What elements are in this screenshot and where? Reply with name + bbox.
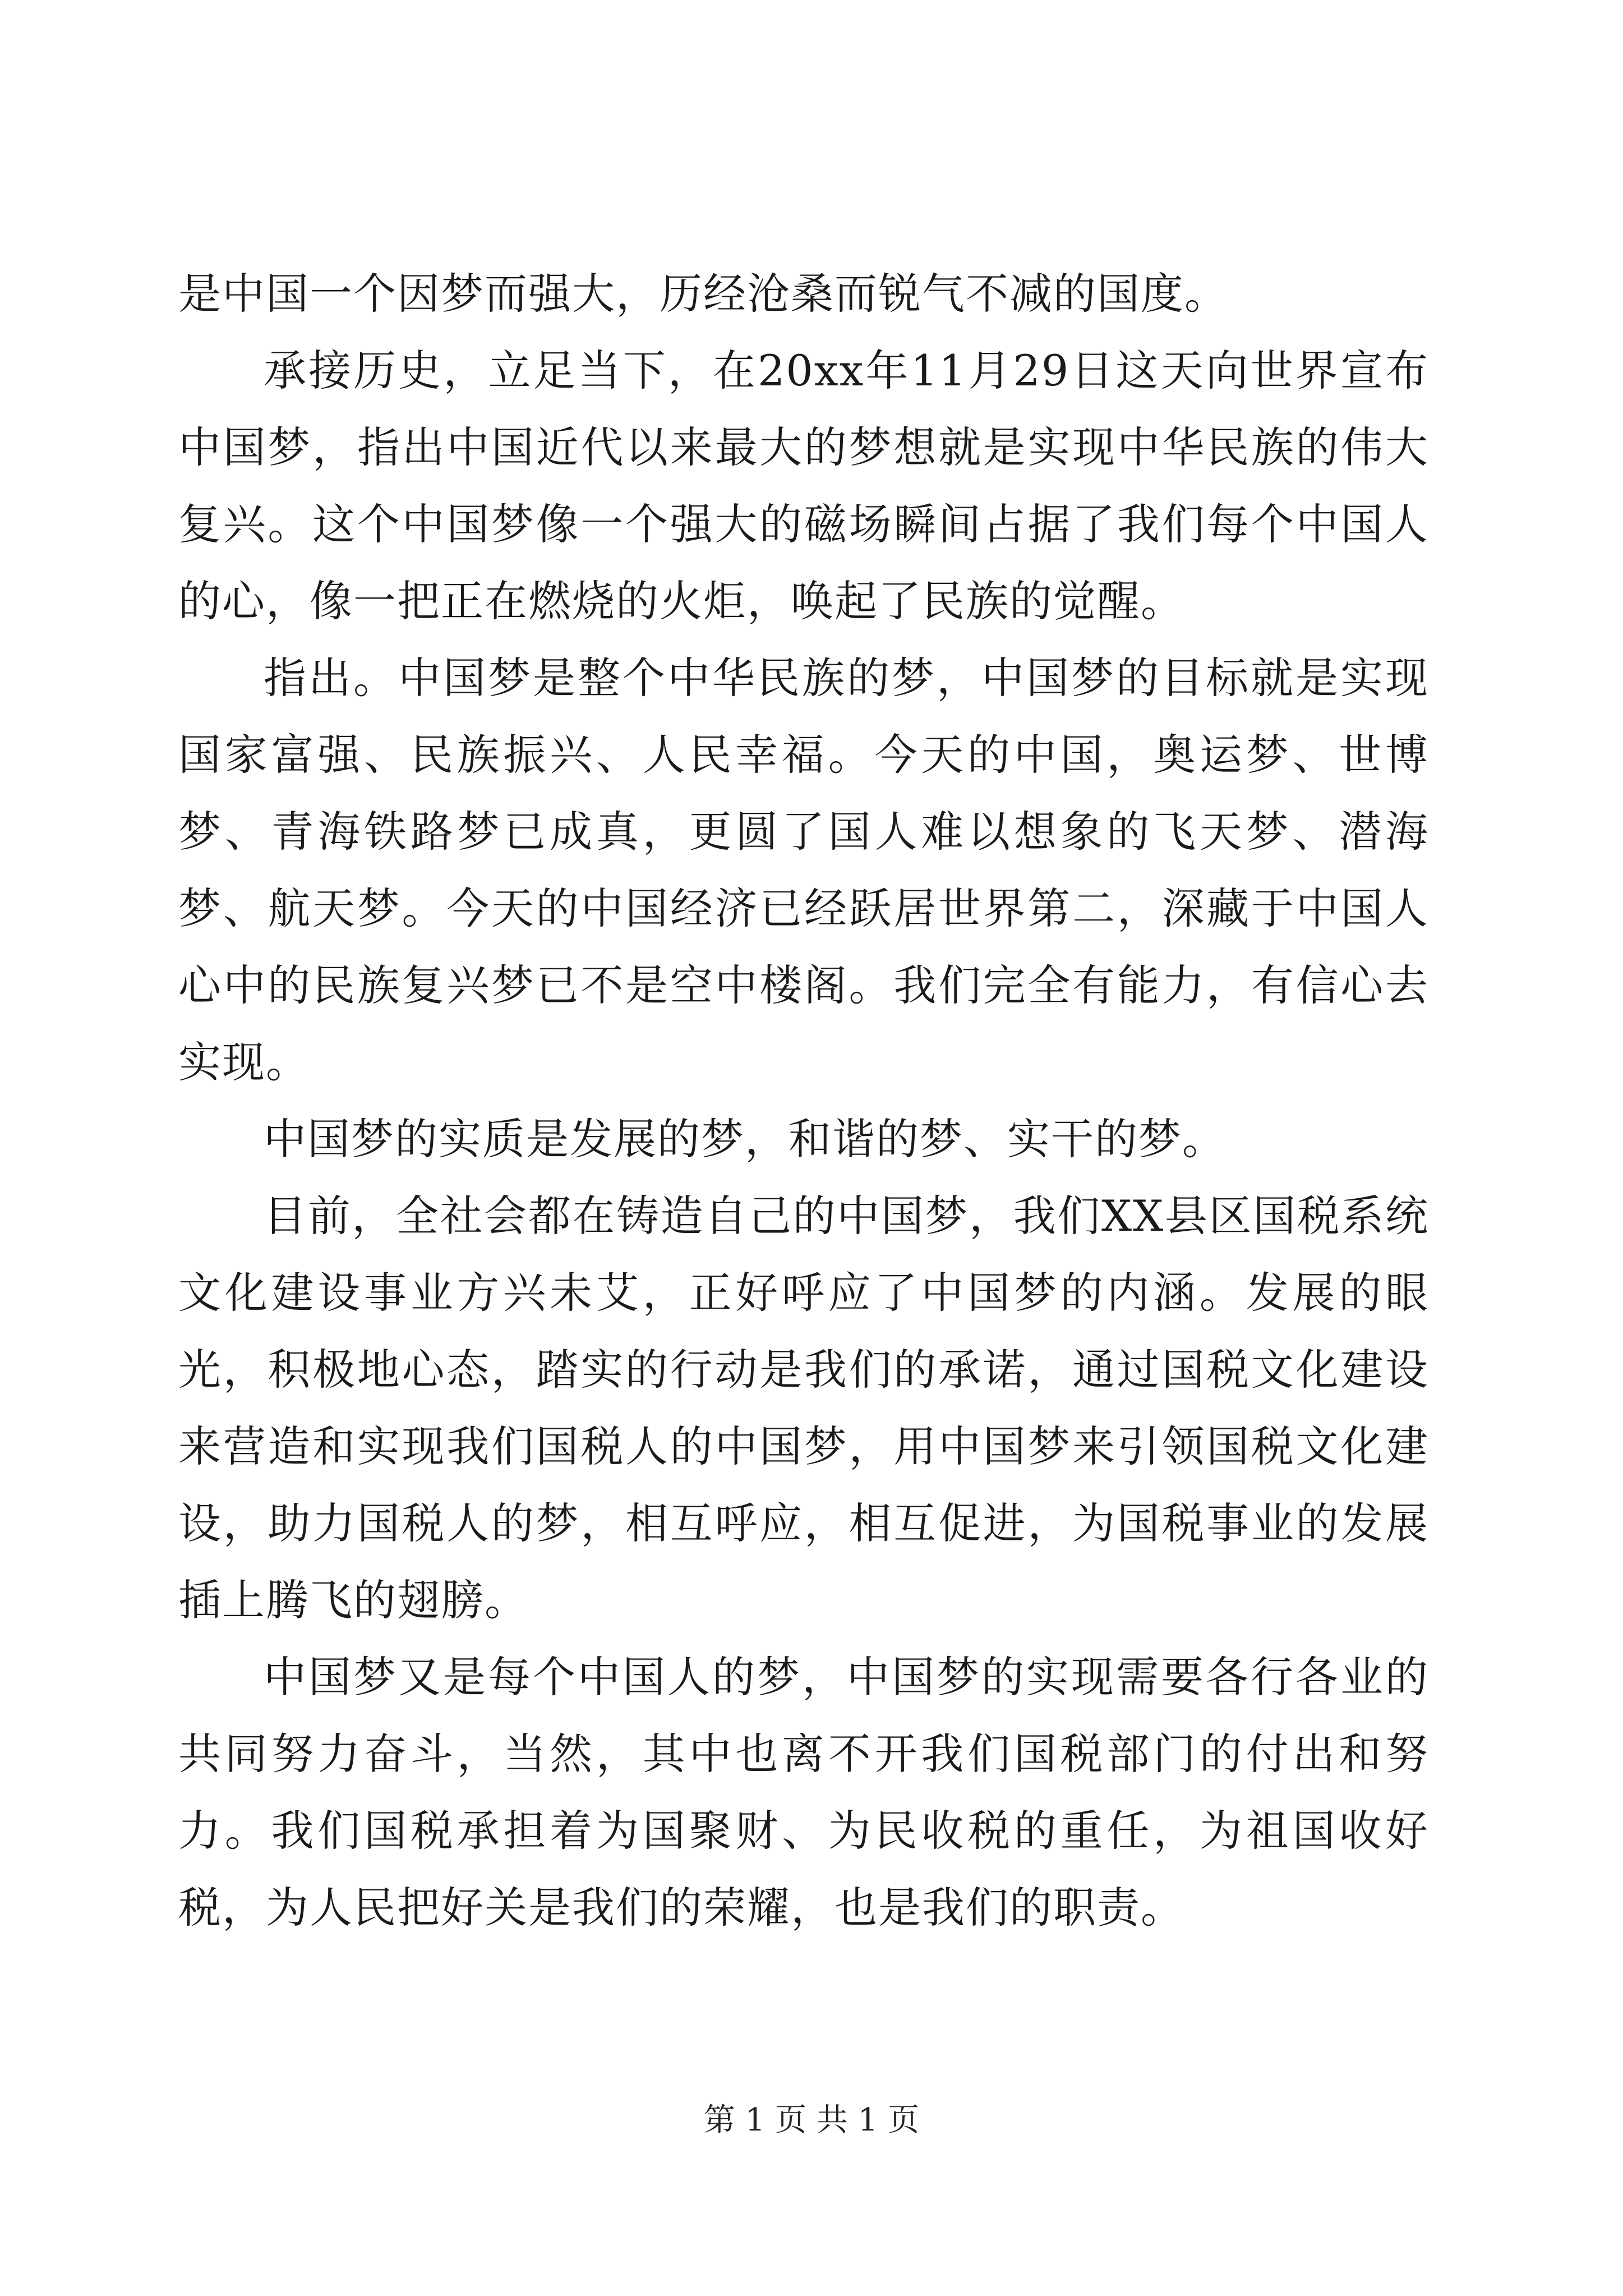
paragraph: 指出。中国梦是整个中华民族的梦，中国梦的目标就是实现国家富强、民族振兴、人民幸福。今天的中国，奥运梦、世博梦、青海铁路梦已成真，更圆了国人难以想象的飞天梦、潜海梦、航天梦。今天的中国经济已经跃居世界第二，深藏于中国人心中的民族复兴梦已不是空中楼阁。我们完全有能力，有信心去实现。 <box>178 653 1429 1087</box>
page-number-footer: 第 1 页 共 1 页 <box>703 2102 920 2138</box>
document-body <box>178 255 1429 1946</box>
paragraph: 中国梦的实质是发展的梦，和谐的梦、实干的梦。 <box>264 1114 1226 1164</box>
paragraph: 承接历史，立足当下，在20xx年11月29日这天向世界宣布中国梦，指出中国近代以来最大的梦想就是实现中华民族的伟大复兴。这个中国梦像一个强大的磁场瞬间占据了我们每个中国人的心，像一把正在燃烧的火炬，唤起了民族的觉醒。 <box>178 346 1429 626</box>
paragraph: 中国梦又是每个中国人的梦，中国梦的实现需要各行各业的共同努力奋斗，当然，其中也离不开我们国税部门的付出和努力。我们国税承担着为国聚财、为民收税的重任，为祖国收好税，为人民把好关是我们的荣耀，也是我们的职责。 <box>178 1652 1429 1932</box>
paragraph: 是中国一个因梦而强大，历经沧桑而锐气不减的国度。 <box>178 269 1228 319</box>
paragraph: 目前，全社会都在铸造自己的中国梦，我们XX县区国税系统文化建设事业方兴未艾，正好呼应了中国梦的内涵。发展的眼光，积极地心态，踏实的行动是我们的承诺，通过国税文化建设来营造和实现我们国税人的中国梦，用中国梦来引领国税文化建设，助力国税人的梦，相互呼应，相互促进，为国税事业的发展插上腾飞的翅膀。 <box>178 1191 1429 1625</box>
